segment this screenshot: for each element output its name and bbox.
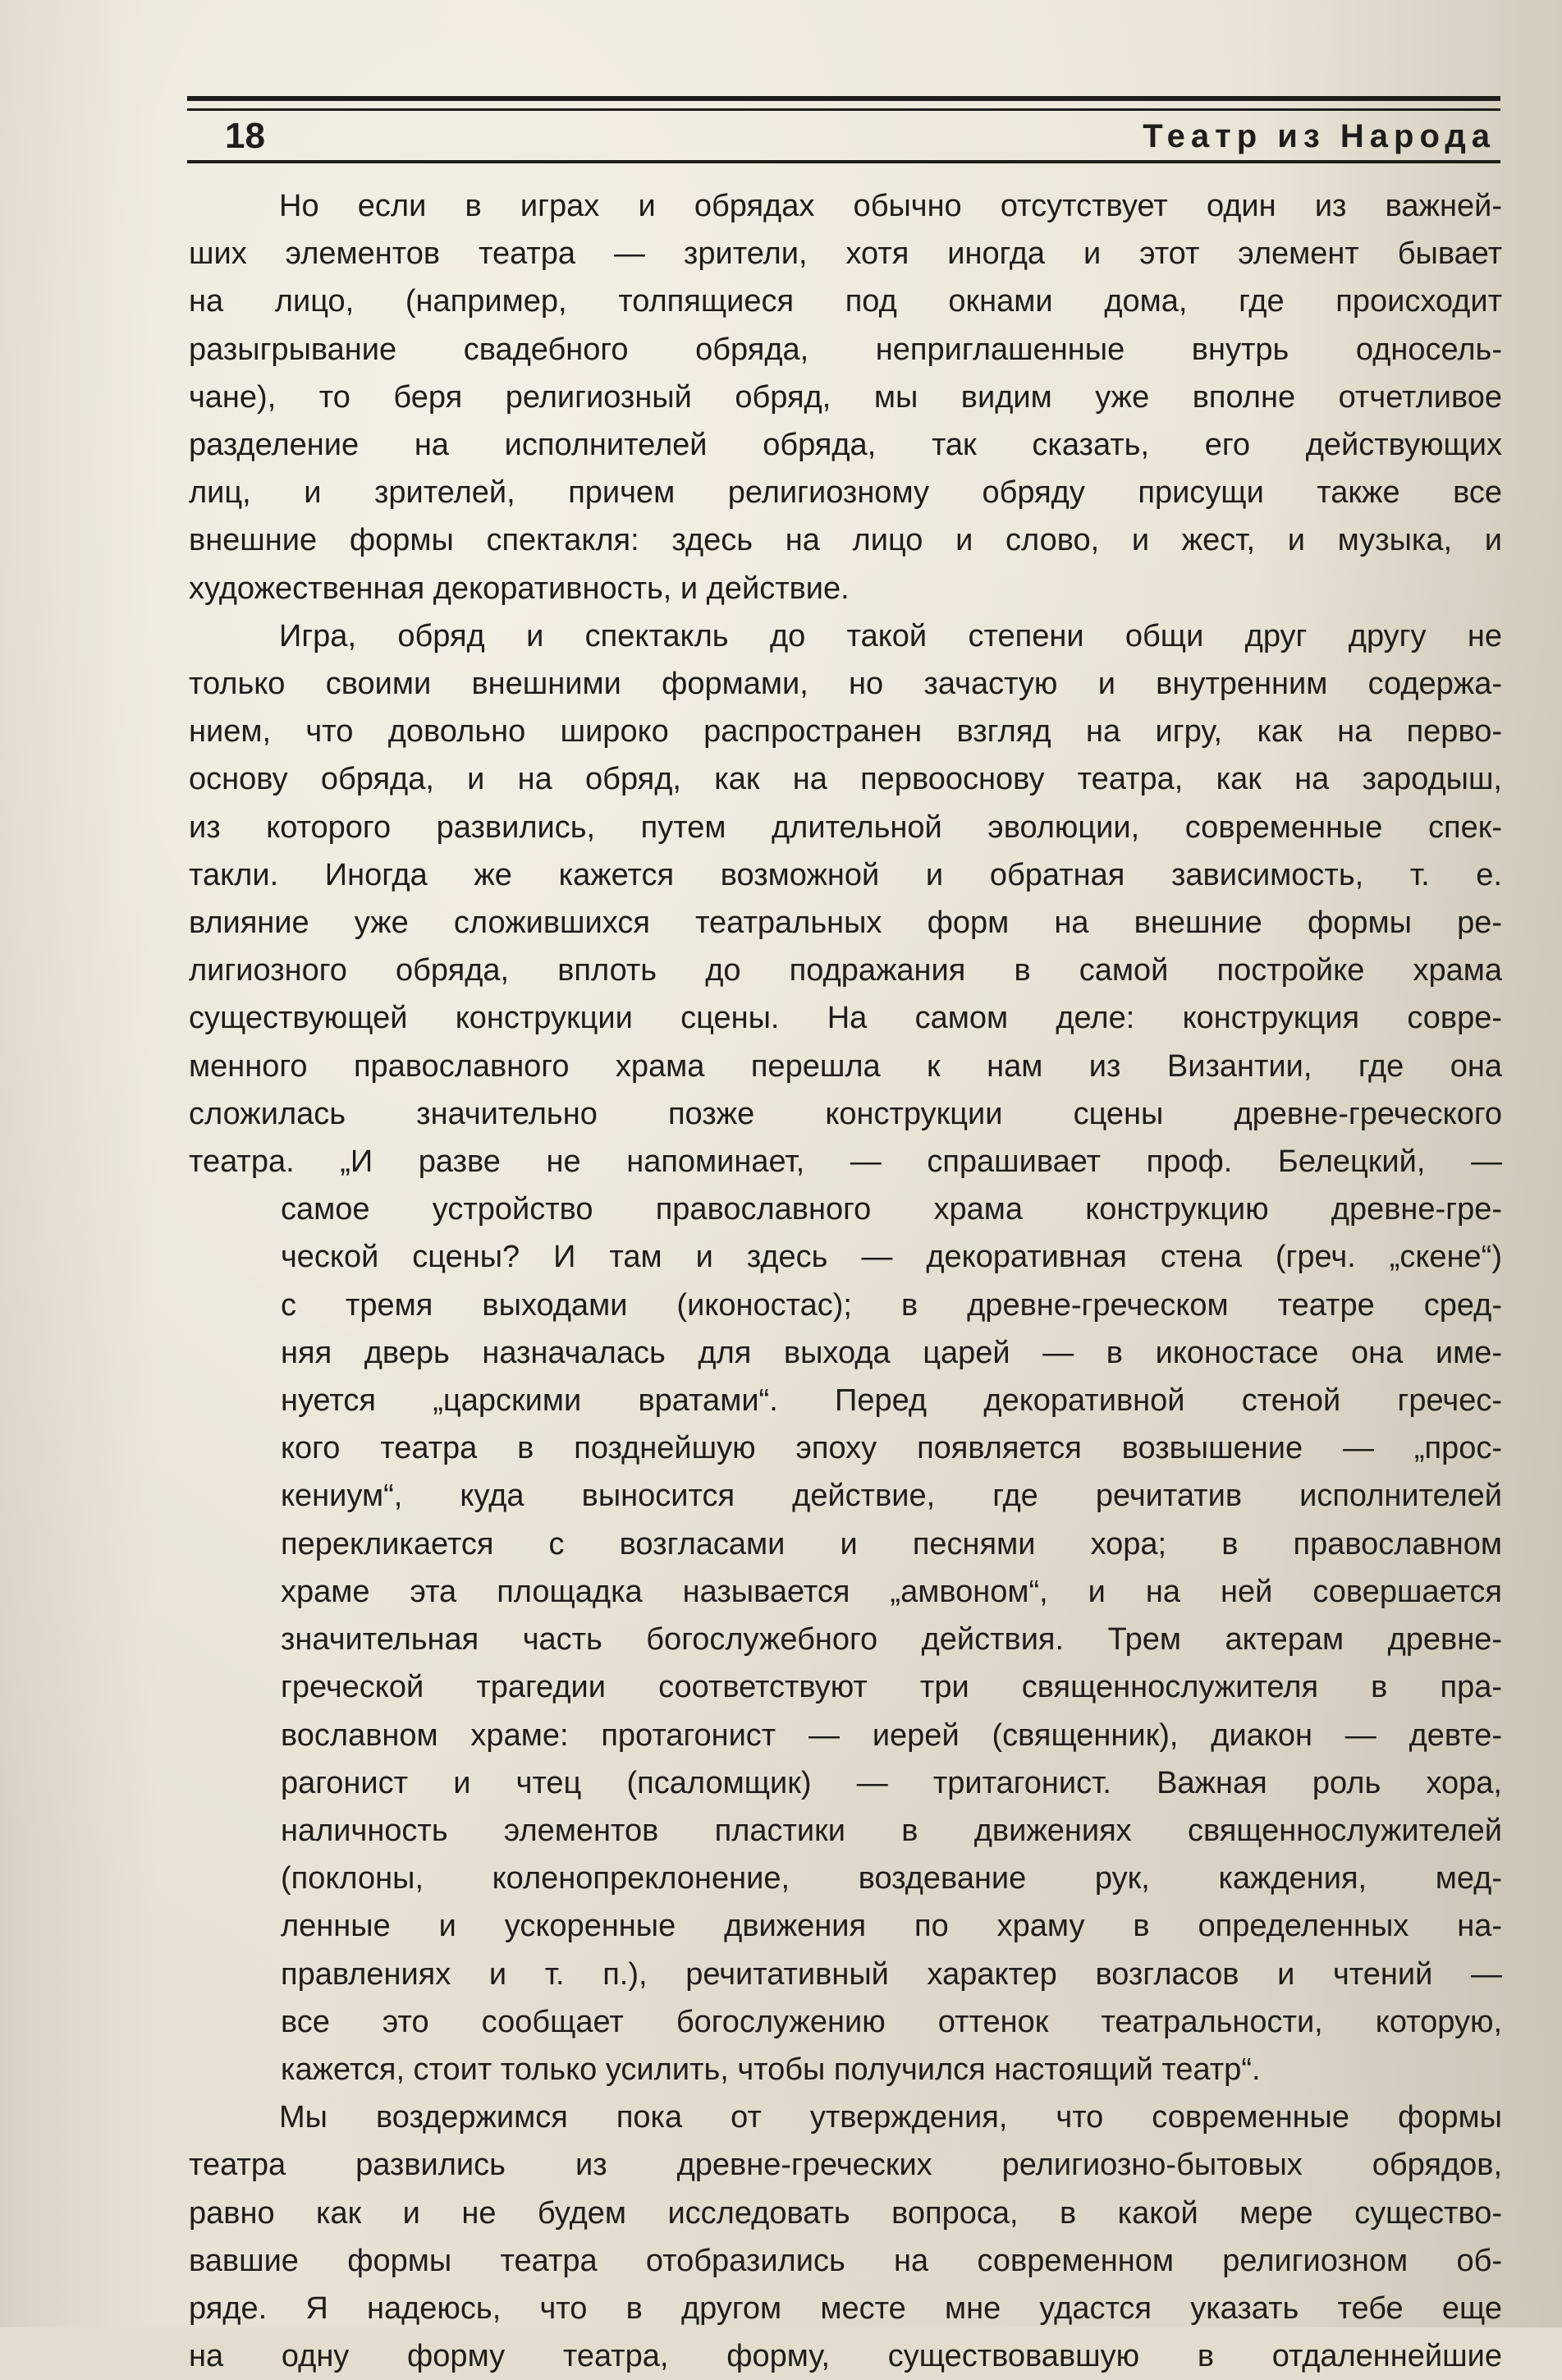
- text-line: Но если в играх и обрядах обычно отсутствует один из важней-: [279, 189, 1502, 223]
- quote-line: наличность элементов пластики в движениях священнослужителей: [281, 1813, 1502, 1848]
- text-line: такли. Иногда же кажется возможной и обратная зависимость, т. е.: [189, 857, 1502, 892]
- text-line: ших элементов театра — зрители, хотя иногда и этот элемент бывает: [189, 236, 1502, 272]
- text-line: вавшие формы театра отобразились на современном религиозном об-: [189, 2243, 1502, 2278]
- running-title: Театр из Народа: [1143, 118, 1496, 154]
- quote-line: правлениях и т. п.), речитативный характер возгласов и чтений —: [281, 1956, 1502, 1992]
- text-line: существующей конструкции сцены. На самом деле: конструкция совре-: [189, 1001, 1502, 1036]
- text-line: равно как и не будем исследовать вопроса, в какой мере существо-: [189, 2195, 1502, 2231]
- quote-line: самое устройство православного храма конструкцию древне-гре-: [281, 1192, 1502, 1227]
- text-line: сложилась значительно позже конструкции сцены древне-греческого: [189, 1096, 1502, 1131]
- text-line: на одну форму театра, форму, существовавшую в отдаленнейшие: [189, 2339, 1502, 2374]
- text-line: менного православного храма перешла к нам из Византии, где она: [189, 1048, 1502, 1084]
- text-line: разделение на исполнителей обряда, так сказать, его действующих: [189, 428, 1502, 463]
- text-line: основу обряда, и на обряд, как на первооснову театра, как на зародыш,: [189, 762, 1502, 797]
- paragraph: [189, 612, 1502, 1185]
- text-line: только своими внешними формами, но зачастую и внутренним содержа-: [189, 667, 1502, 702]
- paragraph: [189, 2093, 1502, 2380]
- header-rule-top-thin: [187, 108, 1500, 111]
- page-header: [190, 112, 1497, 158]
- text-line: театра развились из древне-греческих религиозно-бытовых обрядов,: [189, 2148, 1502, 2183]
- text-line: Мы воздержимся пока от утверждения, что современные формы: [279, 2100, 1502, 2135]
- text-line: театра. „И разве не напоминает, — спрашивает проф. Белецкий, —: [189, 1144, 1502, 1180]
- quotation-block: [189, 1185, 1502, 2093]
- quote-line: значительная часть богослужебного действия. Трем актерам древне-: [281, 1622, 1502, 1658]
- quote-line: с тремя выходами (иконостас); в древне-греческом театре сред-: [281, 1287, 1502, 1323]
- quote-line: няя дверь назначалась для выхода царей — в иконостасе она име-: [281, 1335, 1502, 1370]
- page-body: [189, 182, 1502, 2380]
- text-line: из которого развились, путем длительной эволюции, современные спек-: [189, 809, 1502, 845]
- quote-line: (поклоны, коленопреклонение, воздевание рук, каждения, мед-: [281, 1861, 1502, 1896]
- quote-line: кого театра в позднейшую эпоху появляется возвышение — „прос-: [281, 1431, 1502, 1466]
- text-line: художественная декоративность, и действие.: [189, 571, 850, 606]
- quote-line: храме эта площадка называется „амвоном“, и на ней совершается: [281, 1574, 1502, 1609]
- page-number: 18: [225, 116, 265, 156]
- text-line: лиц, и зрителей, причем религиозному обряду присущи также все: [189, 475, 1502, 511]
- text-line: нием, что довольно широко распространен взгляд на игру, как на перво-: [189, 714, 1502, 750]
- text-line: влияние уже сложившихся театральных форм на внешние формы ре-: [189, 906, 1502, 941]
- text-line: разыгрывание свадебного обряда, неприглашенные внутрь односель-: [189, 332, 1502, 367]
- quote-line: перекликается с возгласами и песнями хора; в православном: [281, 1526, 1502, 1561]
- quote-line: ческой сцены? И там и здесь — декоративная стена (греч. „скене“): [281, 1240, 1502, 1275]
- text-line: лигиозного обряда, вплоть до подражания в самой постройке храма: [189, 953, 1502, 988]
- header-rule-bottom: [187, 160, 1500, 163]
- quote-line: вославном храме: протагонист — иерей (священник), диакон — девте-: [281, 1717, 1502, 1753]
- paragraph: [189, 182, 1502, 612]
- quote-line: нуется „царскими вратами“. Перед декоративной стеной гречес-: [281, 1383, 1502, 1419]
- text-line: ряде. Я надеюсь, что в другом месте мне удастся указать тебе еще: [189, 2291, 1502, 2326]
- quote-line: все это сообщает богослужению оттенок театральности, которую,: [281, 2004, 1502, 2039]
- quote-line: греческой трагедии соответствуют три священнослужителя в пра-: [281, 1670, 1502, 1705]
- quote-line: ленные и ускоренные движения по храму в определенных на-: [281, 1909, 1502, 1944]
- text-line: чане), то беря религиозный обряд, мы видим уже вполне отчетливое: [189, 379, 1502, 415]
- text-line: внешние формы спектакля: здесь на лицо и слово, и жест, и музыка, и: [189, 523, 1502, 558]
- quote-line: кениум“, куда выносится действие, где речитатив исполнителей: [281, 1479, 1502, 1514]
- header-rule-top: [187, 96, 1500, 101]
- quote-line: кажется, стоит только усилить, чтобы получился настоящий театр“.: [281, 2052, 1261, 2087]
- quote-line: рагонист и чтец (псаломщик) — тритагонист. Важная роль хора,: [281, 1765, 1502, 1800]
- text-line: на лицо, (например, толпящиеся под окнами дома, где происходит: [189, 284, 1502, 319]
- text-line: Игра, обряд и спектакль до такой степени общи друг другу не: [279, 618, 1502, 653]
